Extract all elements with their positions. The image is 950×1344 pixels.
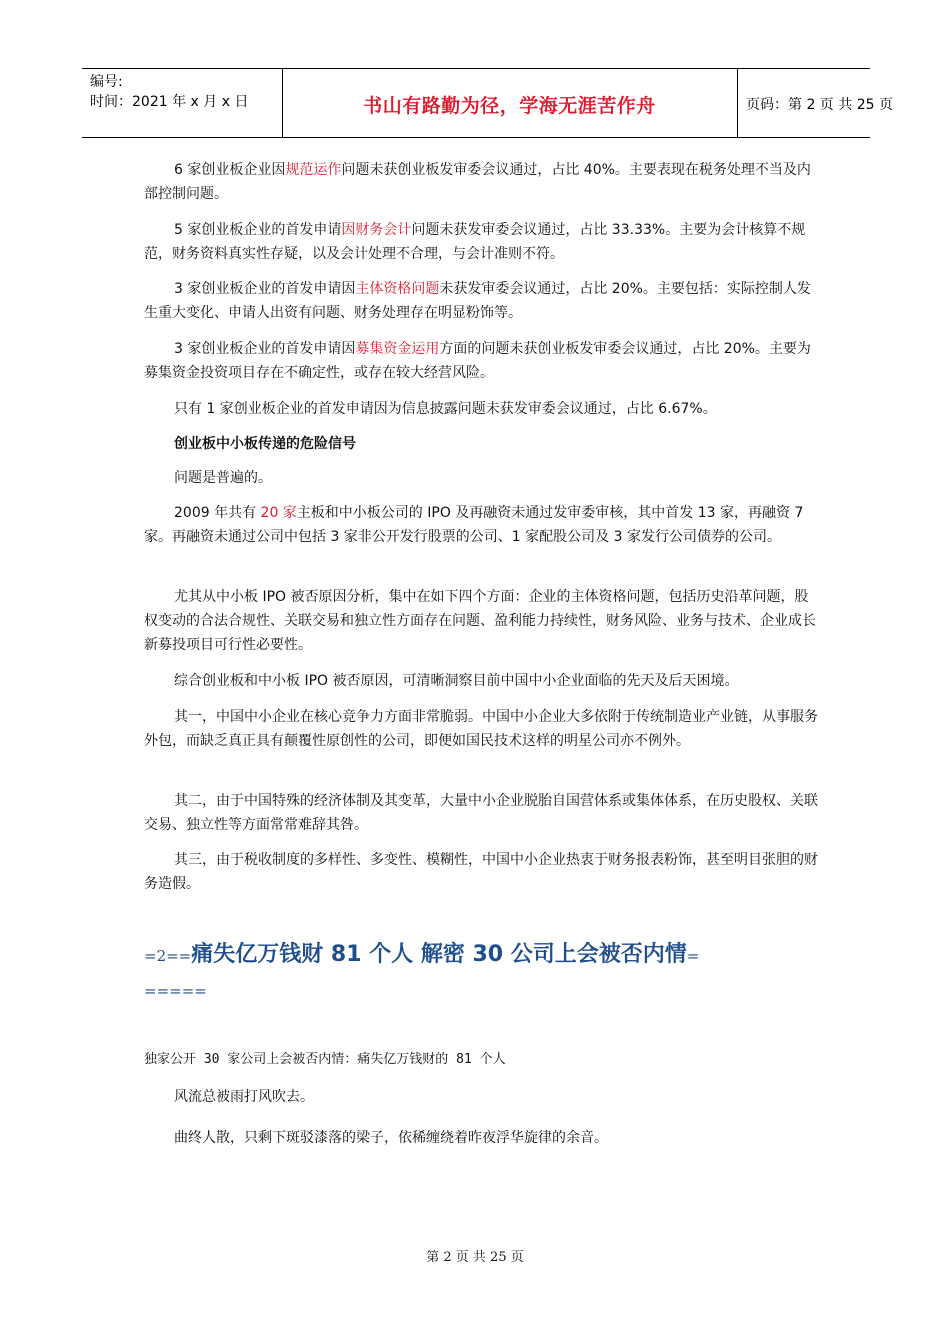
paragraph-text: 问题未获创业板发审委会议通过，占比 40%。主要表现在税务处理不当及内部控制问题。 [144, 162, 811, 202]
paragraph-text: 问题是普遍的。 [174, 470, 272, 486]
time-label: 时间：2021 年 x 月 x 日 [90, 94, 249, 110]
paragraph-qualification [144, 277, 820, 325]
header-table [82, 68, 893, 138]
highlight-text: 募集资金运用 [355, 341, 440, 357]
paragraph-standard-ops [144, 158, 820, 206]
page-footer: 第 2 页 共 25 页 [426, 1250, 524, 1265]
title-trail: ===== [144, 982, 207, 1000]
section-title [144, 938, 824, 1008]
paragraph-text: 其二，由于中国特殊的经济体制及其变革，大量中小企业脱胎自国营体系或集体体系，在历史股权、关联交易、独立性等方面常常难辞其咎。 [144, 793, 818, 833]
highlight-text: 因财务会计 [341, 222, 412, 238]
paragraph-accounting [144, 218, 820, 266]
paragraph-second [144, 789, 820, 837]
number-label: 编号: [90, 74, 123, 90]
paragraph-text: 曲终人散，只剩下斑驳漆落的梁子，依稀缠绕着昨夜浮华旋律的余音。 [174, 1130, 608, 1146]
paragraph-text: 6 家创业板企业因 [174, 162, 286, 178]
subheading-text: 创业板中小板传递的危险信号 [174, 436, 356, 452]
paragraph-text: 3 家创业板企业的首发申请因 [174, 281, 356, 297]
paragraph-text: 方面的问题未获创业板发审委会议通过，占比 20%。主要为募集资金投资项目存在不确定性，或存在较大经营风险。 [144, 341, 811, 381]
title-suffix: = [686, 947, 700, 965]
paragraph-sme-analysis [144, 585, 820, 657]
highlight-text: 规范运作 [285, 162, 342, 178]
motto: 书山有路勤为径，学海无涯苦作舟 [363, 95, 656, 117]
paragraph-text: 3 家创业板企业的首发申请因 [174, 341, 356, 357]
header-left-cell [82, 69, 283, 137]
paragraph-third [144, 848, 820, 896]
paragraph-end [144, 1126, 820, 1150]
paragraph-first [144, 705, 820, 753]
highlight-text: 20 家 [260, 505, 297, 521]
paragraph-text: 风流总被雨打风吹去。 [174, 1089, 314, 1105]
paragraph-text: 5 家创业板企业的首发申请 [174, 222, 342, 238]
paragraph-disclosure [144, 397, 820, 421]
highlight-text: 主体资格问题 [355, 281, 440, 297]
title-text: 痛失亿万钱财 81 个人 解密 30 公司上会被否内情 [191, 942, 687, 967]
paragraph-text: 未获发审委会议通过，占比 20%。主要包括：实际控制人发生重大变化、申请人出资有问题、财务处理存在明显粉饰等。 [144, 281, 811, 321]
paragraph-text: 尤其从中小板 IPO 被否原因分析，集中在如下四个方面：企业的主体资格问题，包括历史沿革问题，股权变动的合法合规性、关联交易和独立性方面存在问题、盈利能力持续性，财务风险、业务与技术、企业成长新募投项目可行性必要性。 [144, 589, 816, 653]
paragraph-text: 综合创业板和中小板 IPO 被否原因，可清晰洞察目前中国中小企业面临的先天及后天困境。 [174, 673, 739, 689]
paragraph-common [144, 466, 820, 490]
paragraph-text: 主板和中小板公司的 IPO 及再融资未通过发审委审核，其中首发 13 家，再融资 7 家。再融资未通过公司中包括 3 家非公开发行股票的公司、1 家配股公司及 3 家发行公司债券的公司。 [144, 505, 804, 545]
header-page-cell [738, 69, 893, 137]
mono-line: 独家公开 30 家公司上会被否内情：痛失亿万钱财的 81 个人 [144, 1052, 506, 1067]
paragraph-text: 其一，中国中小企业在核心竞争力方面非常脆弱。中国中小企业大多依附于传统制造业产业链，从事服务外包，而缺乏真正具有颠覆性原创性的公司，即便如国民技术这样的明星公司亦不例外。 [144, 709, 818, 749]
paragraph-summary [144, 669, 820, 693]
paragraph-text: 其三，由于税收制度的多样性、多变性、模糊性，中国中小企业热衷于财务报表粉饰，甚至明目张胆的财务造假。 [144, 852, 818, 892]
paragraph-wind [144, 1085, 820, 1109]
paragraph-text: 2009 年共有 [174, 505, 261, 521]
subheading [144, 432, 820, 456]
paragraph-text: 只有 1 家创业板企业的首发申请因为信息披露问题未获发审委会议通过，占比 6.67%。 [174, 401, 717, 417]
title-prefix: =2== [144, 947, 192, 965]
paragraph-2009 [144, 501, 820, 549]
paragraph-text: 问题未获发审委会议通过，占比 33.33%。主要为会计核算不规范，财务资料真实性存疑，以及会计处理不合理，与会计准则不符。 [144, 222, 806, 262]
header-motto-cell [282, 69, 738, 137]
page-code: 页码：第 2 页 共 25 页 [746, 97, 893, 113]
paragraph-fund-use [144, 337, 820, 385]
